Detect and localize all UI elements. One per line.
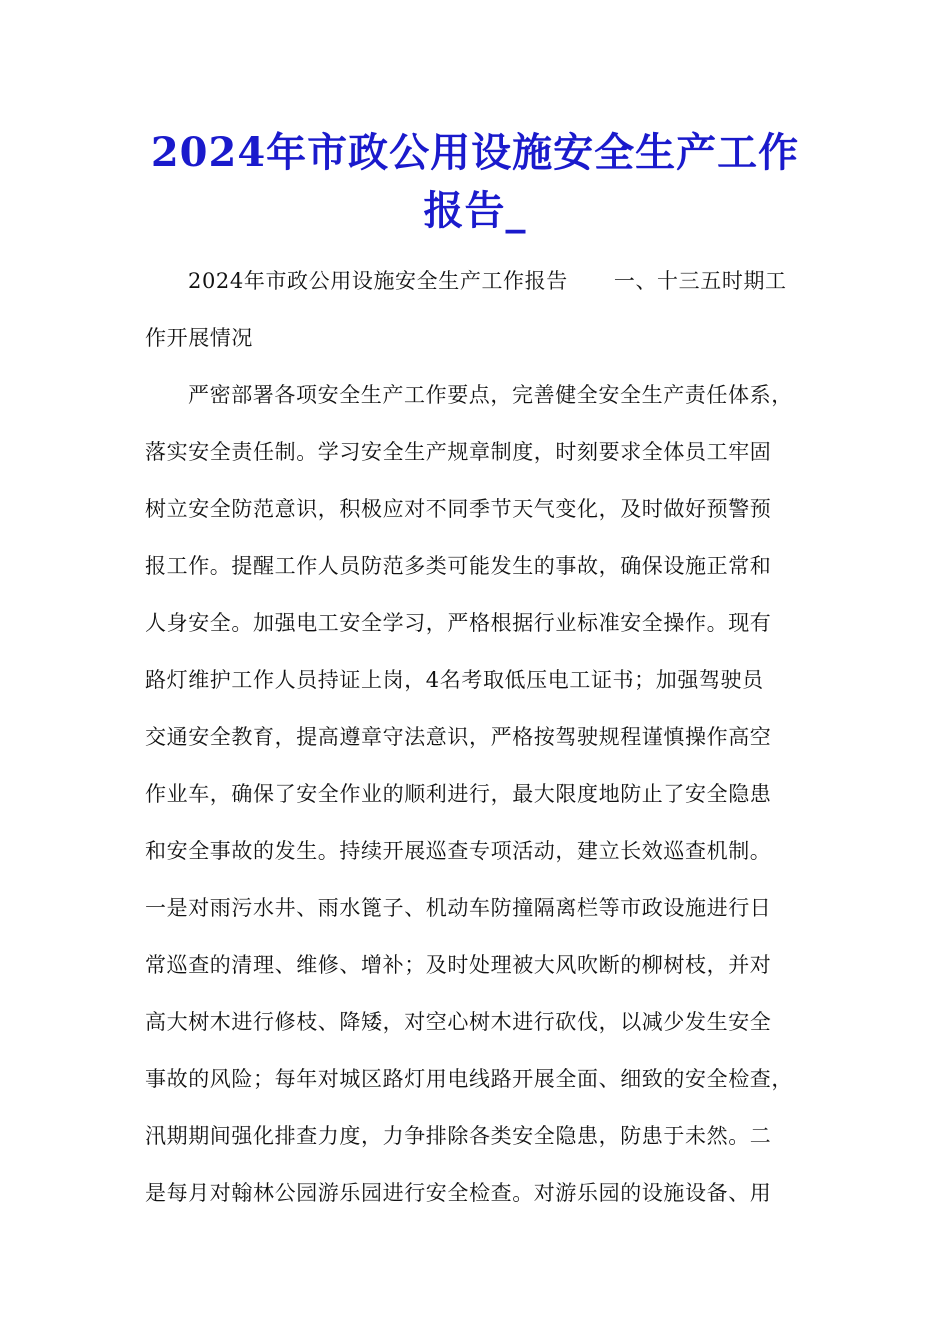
intro-title-reference: 2024年市政公用设施安全生产工作报告 xyxy=(188,269,568,293)
body-line-12: 高大树木进行修枝、降矮，对空心树木进行砍伐，以减少发生安全 xyxy=(145,1010,772,1034)
body-line-2: 落实安全责任制。学习安全生产规章制度，时刻要求全体员工牢固 xyxy=(145,440,772,464)
document-title-line-1: 2024年市政公用设施安全生产工作 xyxy=(150,129,800,176)
body-line-6: 路灯维护工作人员持证上岗，4名考取低压电工证书；加强驾驶员 xyxy=(145,668,764,692)
body-line-4: 报工作。提醒工作人员防范多类可能发生的事故，确保设施正常和 xyxy=(145,554,772,578)
body-line-10: 一是对雨污水井、雨水篦子、机动车防撞隔离栏等市政设施进行日 xyxy=(145,896,772,920)
intro-line xyxy=(188,266,787,296)
body-line-13: 事故的风险；每年对城区路灯用电线路开展全面、细致的安全检查， xyxy=(145,1067,793,1091)
body-line-3: 树立安全防范意识，积极应对不同季节天气变化，及时做好预警预 xyxy=(145,497,772,521)
body-line-8: 作业车，确保了安全作业的顺利进行，最大限度地防止了安全隐患 xyxy=(145,782,772,806)
body-line-11: 常巡查的清理、维修、增补；及时处理被大风吹断的柳树枝，并对 xyxy=(145,953,772,977)
body-line-9: 和安全事故的发生。持续开展巡查专项活动，建立长效巡查机制。 xyxy=(145,839,772,863)
body-line-15: 是每月对翰林公园游乐园进行安全检查。对游乐园的设施设备、用 xyxy=(145,1181,772,1205)
body-line-7: 交通安全教育，提高遵章守法意识，严格按驾驶规程谨慎操作高空 xyxy=(145,725,772,749)
body-line-1: 严密部署各项安全生产工作要点，完善健全安全生产责任体系， xyxy=(188,383,793,407)
document-title-line-2: 报告_ xyxy=(423,187,527,234)
section-heading-part-1: 一、十三五时期工 xyxy=(613,269,787,293)
body-line-5: 人身安全。加强电工安全学习，严格根据行业标准安全操作。现有 xyxy=(145,611,772,635)
body-line-14: 汛期期间强化排查力度，力争排除各类安全隐患，防患于未然。二 xyxy=(145,1124,772,1148)
section-heading-part-2: 作开展情况 xyxy=(145,326,253,350)
